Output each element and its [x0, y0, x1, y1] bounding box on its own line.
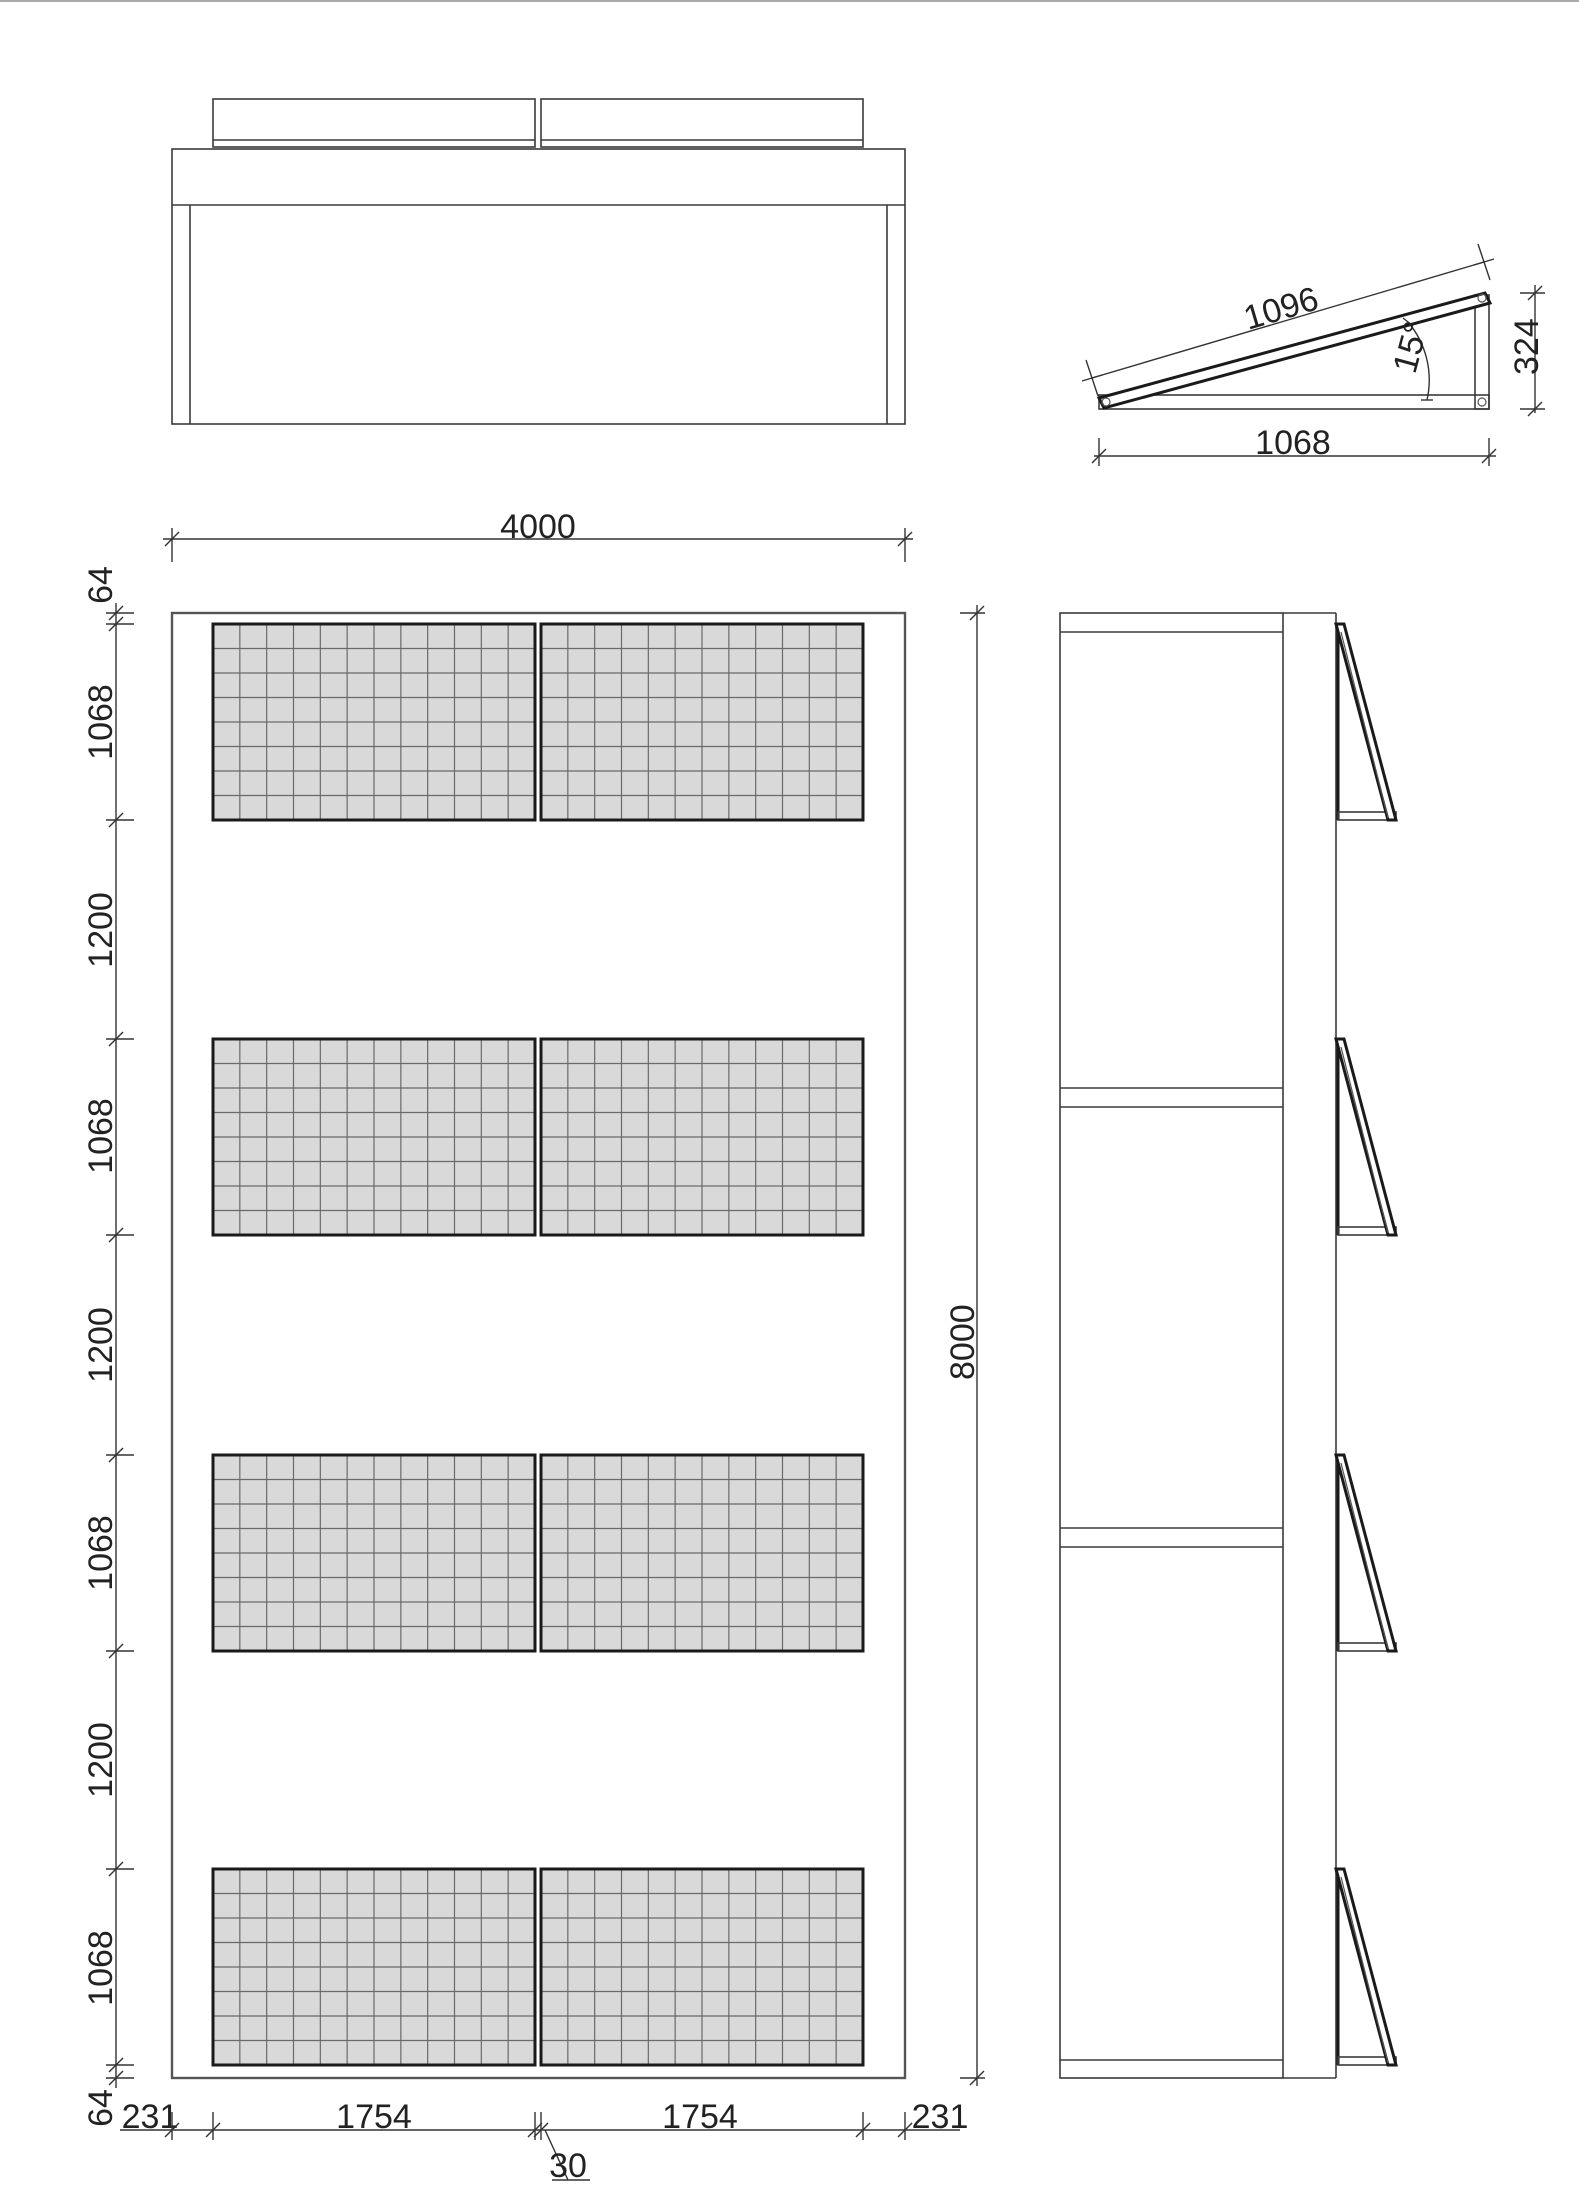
solar-panel	[213, 1455, 535, 1651]
row-dimension-label: 1200	[82, 1722, 120, 1798]
solar-panel	[213, 1869, 535, 2065]
side-tilt-bracket	[1336, 1455, 1396, 1651]
solar-panel	[213, 624, 535, 820]
tilt-bracket-detail	[1082, 244, 1546, 466]
solar-panel-array	[213, 624, 863, 2065]
row-dimension-label: 64	[82, 566, 120, 604]
rafter-length-label: 1096	[1239, 279, 1323, 338]
plan-view	[172, 99, 905, 424]
row-dimension-label: 1068	[82, 1515, 120, 1591]
row-dimension-label: 1200	[82, 1307, 120, 1383]
solar-panel	[541, 1455, 863, 1651]
roof-outline	[172, 613, 905, 2078]
solar-panel	[541, 1039, 863, 1235]
bottom-dimension-chain	[120, 2098, 968, 2185]
plan-roof-outline	[172, 149, 905, 424]
row-dimension-label: 1068	[82, 684, 120, 760]
dim-231-left: 231	[121, 2098, 179, 2136]
side-building-outline	[1060, 613, 1283, 2078]
bracket-post	[1475, 295, 1489, 409]
row-dimension-label: 64	[82, 2089, 120, 2127]
side-tilt-bracket	[1336, 624, 1396, 820]
side-tilt-bracket	[1336, 1869, 1396, 2065]
overall-width-label: 4000	[500, 508, 576, 546]
row-dimension-label: 1068	[82, 1098, 120, 1174]
side-tilt-bracket	[1336, 1039, 1396, 1235]
solar-panel	[541, 624, 863, 820]
dim-1754-left: 1754	[336, 2098, 412, 2136]
left-dimension-chain	[82, 566, 134, 2127]
solar-panel	[541, 1869, 863, 2065]
front-view	[82, 508, 985, 2185]
height-label: 324	[1508, 318, 1546, 375]
overall-height-label: 8000	[944, 1304, 982, 1380]
row-dimension-label: 1068	[82, 1930, 120, 2006]
dim-1754-right: 1754	[662, 2098, 738, 2136]
solar-panel	[213, 1039, 535, 1235]
row-dimension-label: 1200	[82, 892, 120, 968]
bracket-base-rail	[1099, 395, 1489, 409]
dim-30-gap: 30	[549, 2147, 587, 2185]
side-elevation	[1060, 613, 1396, 2078]
dim-231-right: 231	[911, 2098, 969, 2136]
tilt-angle-label: 15°	[1386, 317, 1437, 378]
base-length-label: 1068	[1255, 424, 1331, 462]
